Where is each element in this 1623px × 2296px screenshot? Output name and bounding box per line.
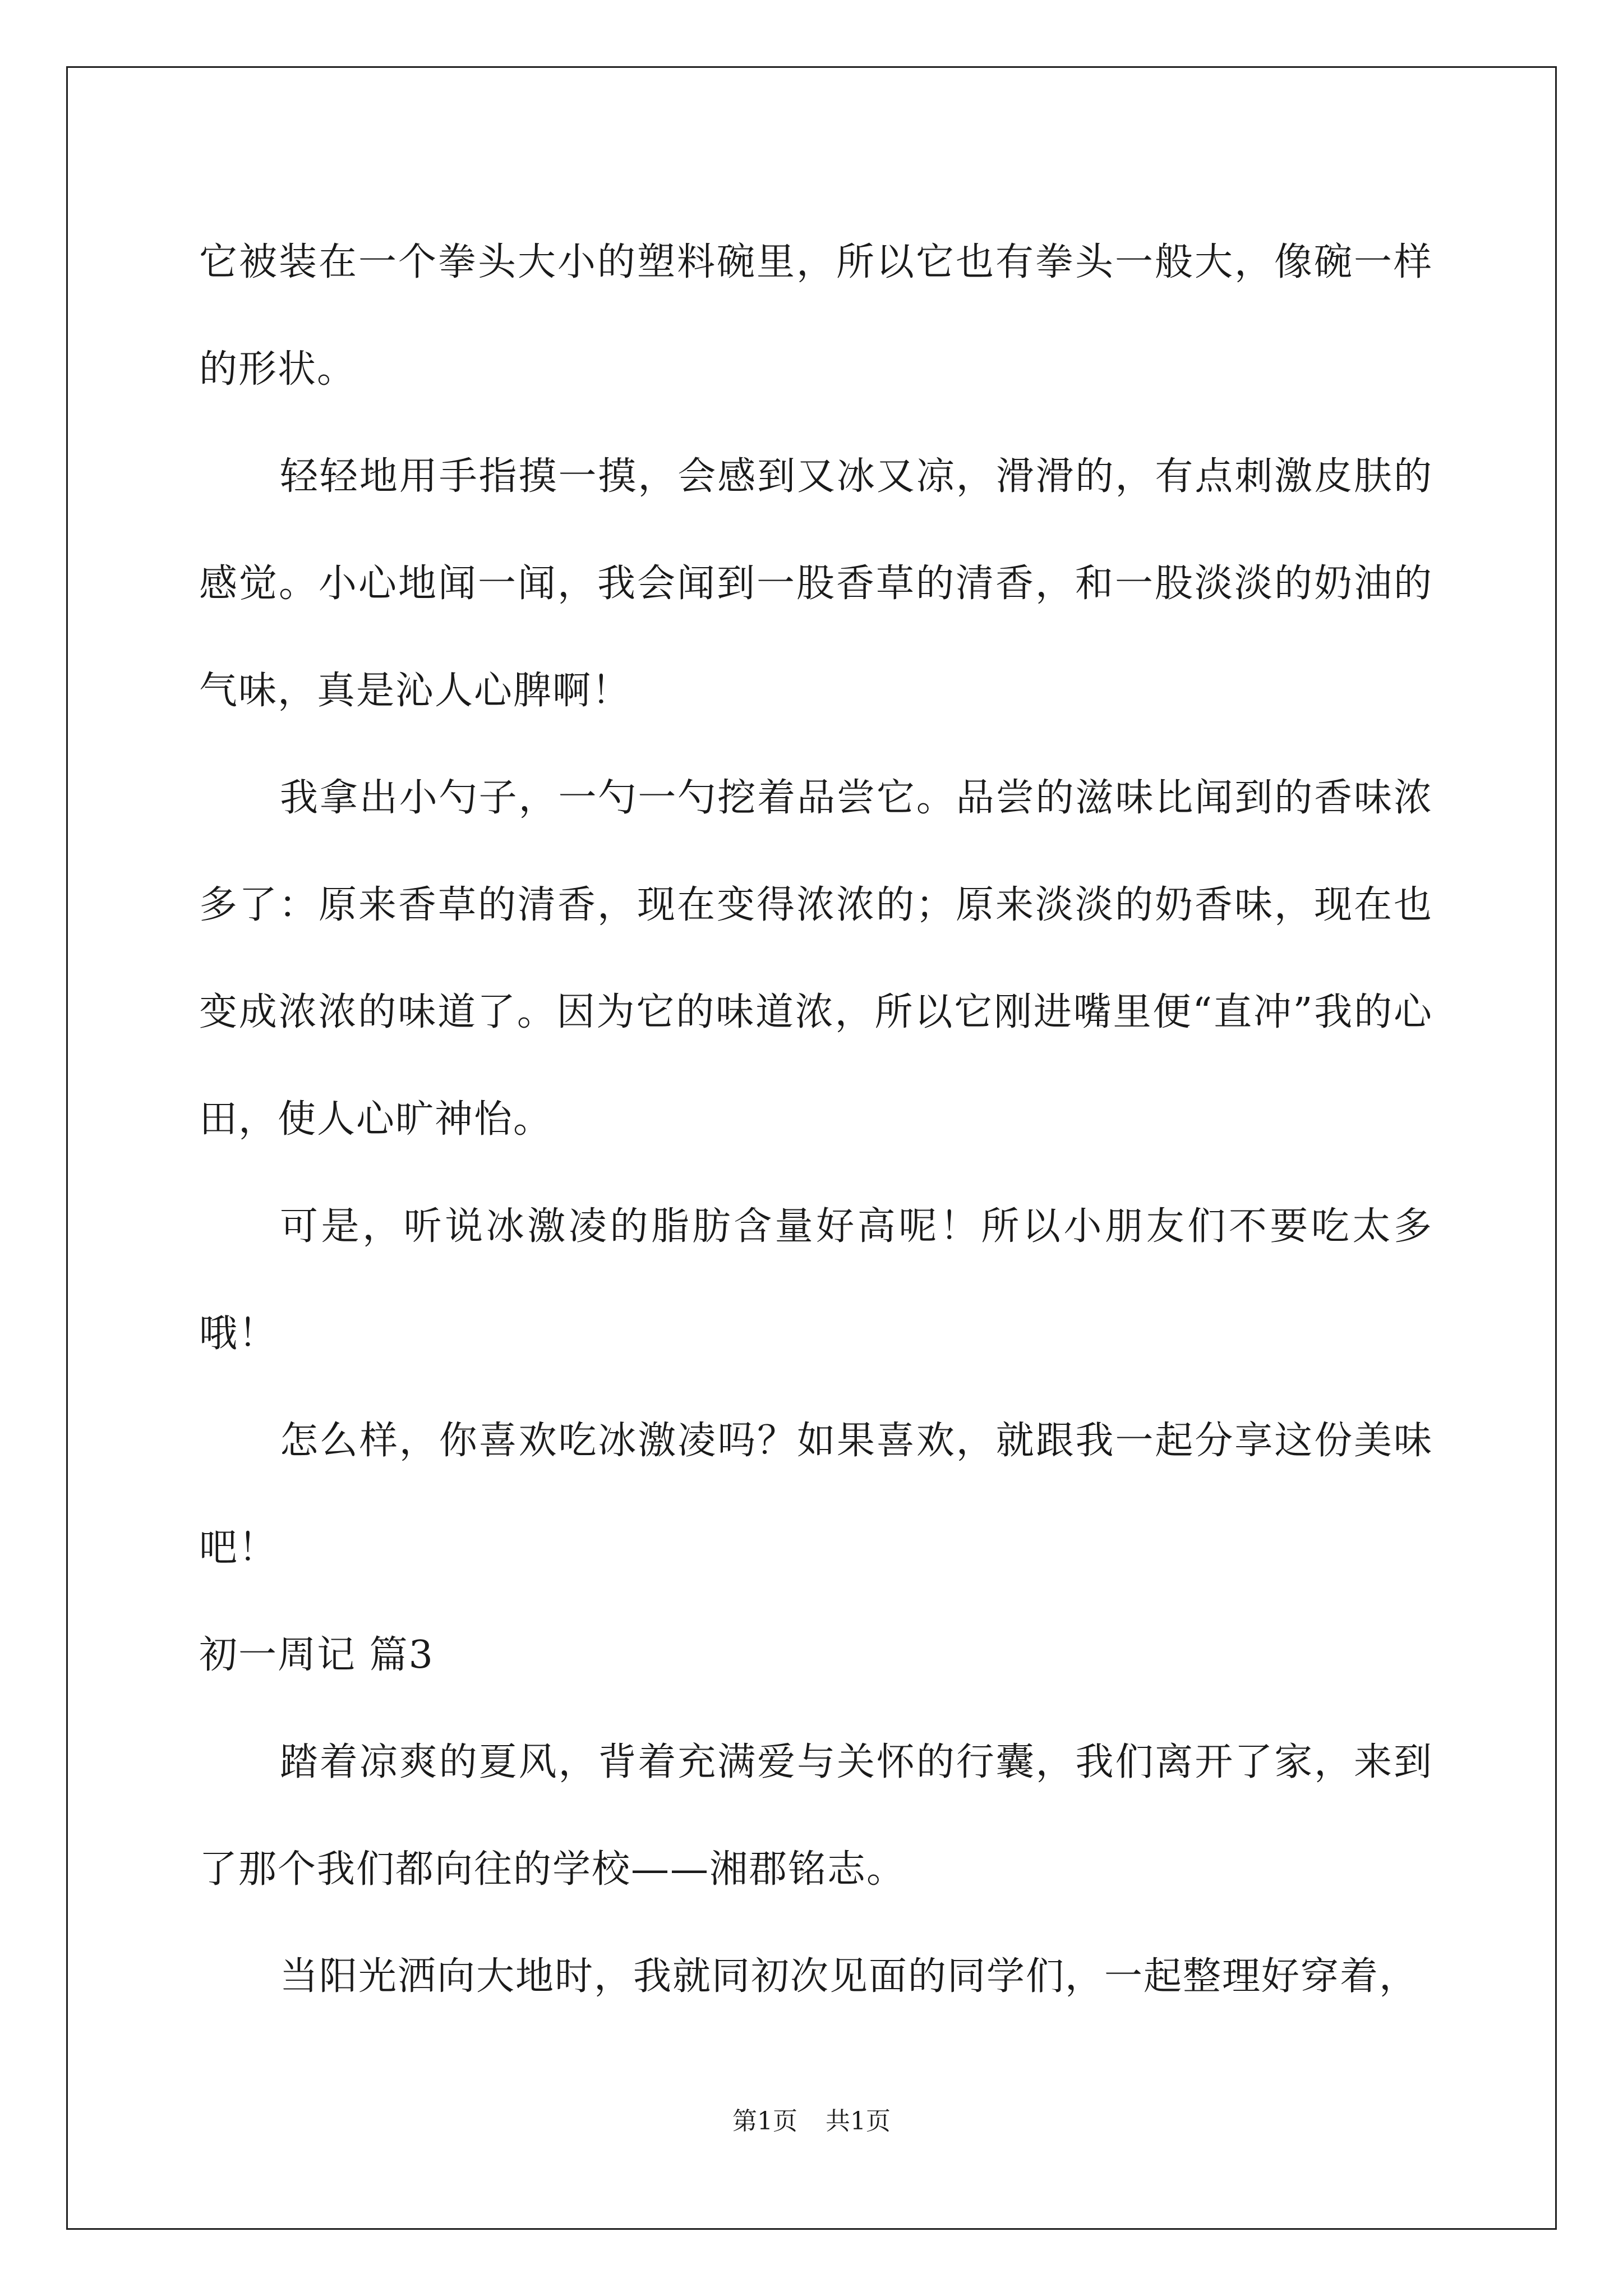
section-heading: 初一周记 篇3: [199, 1633, 434, 1677]
page-number: 第1页: [732, 2107, 797, 2136]
paragraph: 轻轻地用手指摸一摸，会感到又冰又凉，滑滑的，有点刺激皮肤的感觉。小心地闻一闻，我会闻到一股香草的清香，和一股淡淡的奶油的气味，真是沁人心脾啊！: [199, 454, 1433, 713]
paragraph: 踏着凉爽的夏风，背着充满爱与关怀的行囊，我们离开了家，来到了那个我们都向往的学校——湘郡铭志。: [199, 1740, 1433, 1892]
paragraph: 当阳光洒向大地时，我就同初次见面的同学们，一起整理好穿着，: [280, 1954, 1419, 1999]
paragraph: 可是，听说冰激凌的脂肪含量好高呢！所以小朋友们不要吃太多哦！: [199, 1204, 1433, 1356]
paragraph: 我拿出小勺子，一勺一勺挖着品尝它。品尝的滋味比闻到的香味浓多了：原来香草的清香，现在变得浓浓的；原来淡淡的奶香味，现在也变成浓浓的味道了。因为它的味道浓，所以它刚进嘴里便“直冲”我的心田，使人心旷神怡。: [199, 776, 1433, 1142]
page-footer: [0, 2101, 1623, 2137]
paragraph: 它被装在一个拳头大小的塑料碗里，所以它也有拳头一般大，像碗一样的形状。: [199, 240, 1433, 392]
document-body: [199, 209, 1433, 2030]
paragraph: 怎么样，你喜欢吃冰激凌吗？如果喜欢，就跟我一起分享这份美味吧！: [199, 1419, 1433, 1570]
page-total: 共1页: [826, 2107, 891, 2136]
